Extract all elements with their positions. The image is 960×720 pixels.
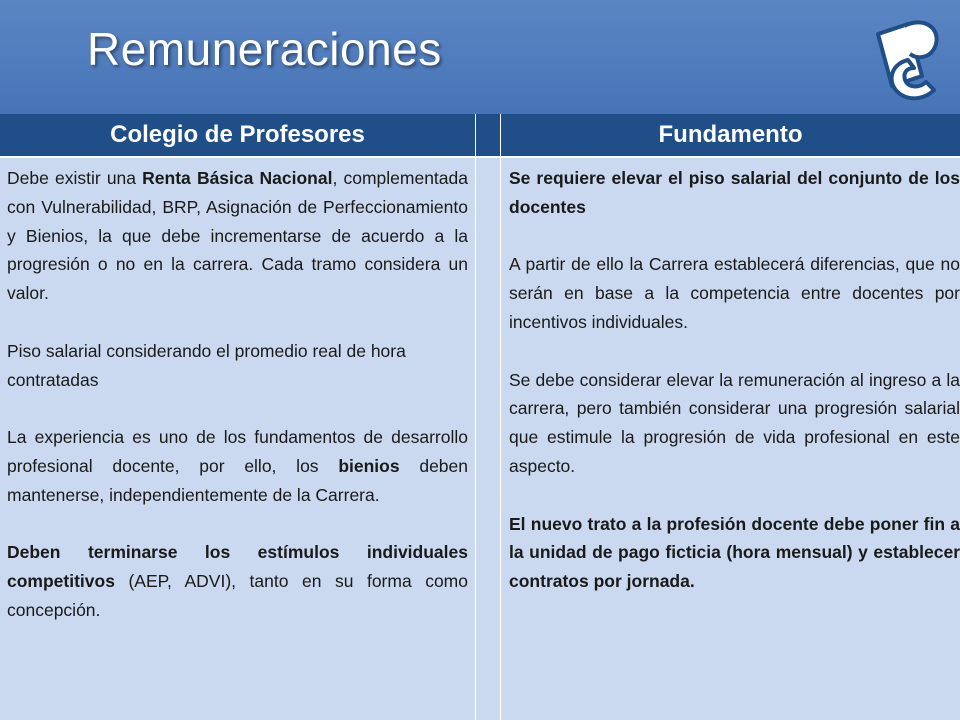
header-colegio-de-profesores: Colegio de Profesores xyxy=(0,114,475,158)
colegio-column-cell xyxy=(0,158,475,720)
pc-logo-icon xyxy=(864,14,946,104)
fundamento-paragraph-3: Se debe considerar elevar la remuneración al ingreso a la carrera, pero también considerar una progresión salarial que estimule la progresión de vida profesional en este aspecto. xyxy=(509,369,960,476)
header-spacer xyxy=(476,114,500,158)
colegio-paragraph-2: Piso salarial considerando el promedio real de hora contratadas xyxy=(7,340,406,390)
slide-header xyxy=(0,0,960,114)
column-divider xyxy=(500,114,501,720)
header-fundamento: Fundamento xyxy=(501,114,960,158)
comparison-table xyxy=(0,114,960,720)
fundamento-paragraph-1: Se requiere elevar el piso salarial del conjunto de los docentes xyxy=(509,168,960,217)
colegio-paragraph-1: Debe existir una Renta Básica Nacional, complementada con Vulnerabilidad, BRP, Asignación de Perfeccionamiento y Bienios, la que debe incrementarse de acuerdo a la progresión o no en la carrera. Cada tramo considera un valor. xyxy=(7,168,468,304)
spacer-cell xyxy=(476,158,500,720)
fundamento-paragraph-2: A partir de ello la Carrera establecerá diferencias, que no serán en base a la competencia entre docentes por incentivos individuales. xyxy=(509,254,960,332)
fundamento-paragraph-4: El nuevo trato a la profesión docente debe poner fin a la unidad de pago ficticia (hora mensual) y establecer contratos por jornada. xyxy=(509,513,960,592)
slide-title: Remuneraciones xyxy=(87,23,442,75)
column-divider xyxy=(475,114,476,720)
colegio-paragraph-4: Deben terminarse los estímulos individuales competitivos (AEP, ADVI), tanto en su forma como concepción. xyxy=(7,542,468,620)
colegio-paragraph-3: La experiencia es uno de los fundamentos de desarrollo profesional docente, por ello, los bienios deben mantenerse, independientemente de la Carrera. xyxy=(7,427,468,505)
fundamento-column-cell xyxy=(501,158,960,720)
